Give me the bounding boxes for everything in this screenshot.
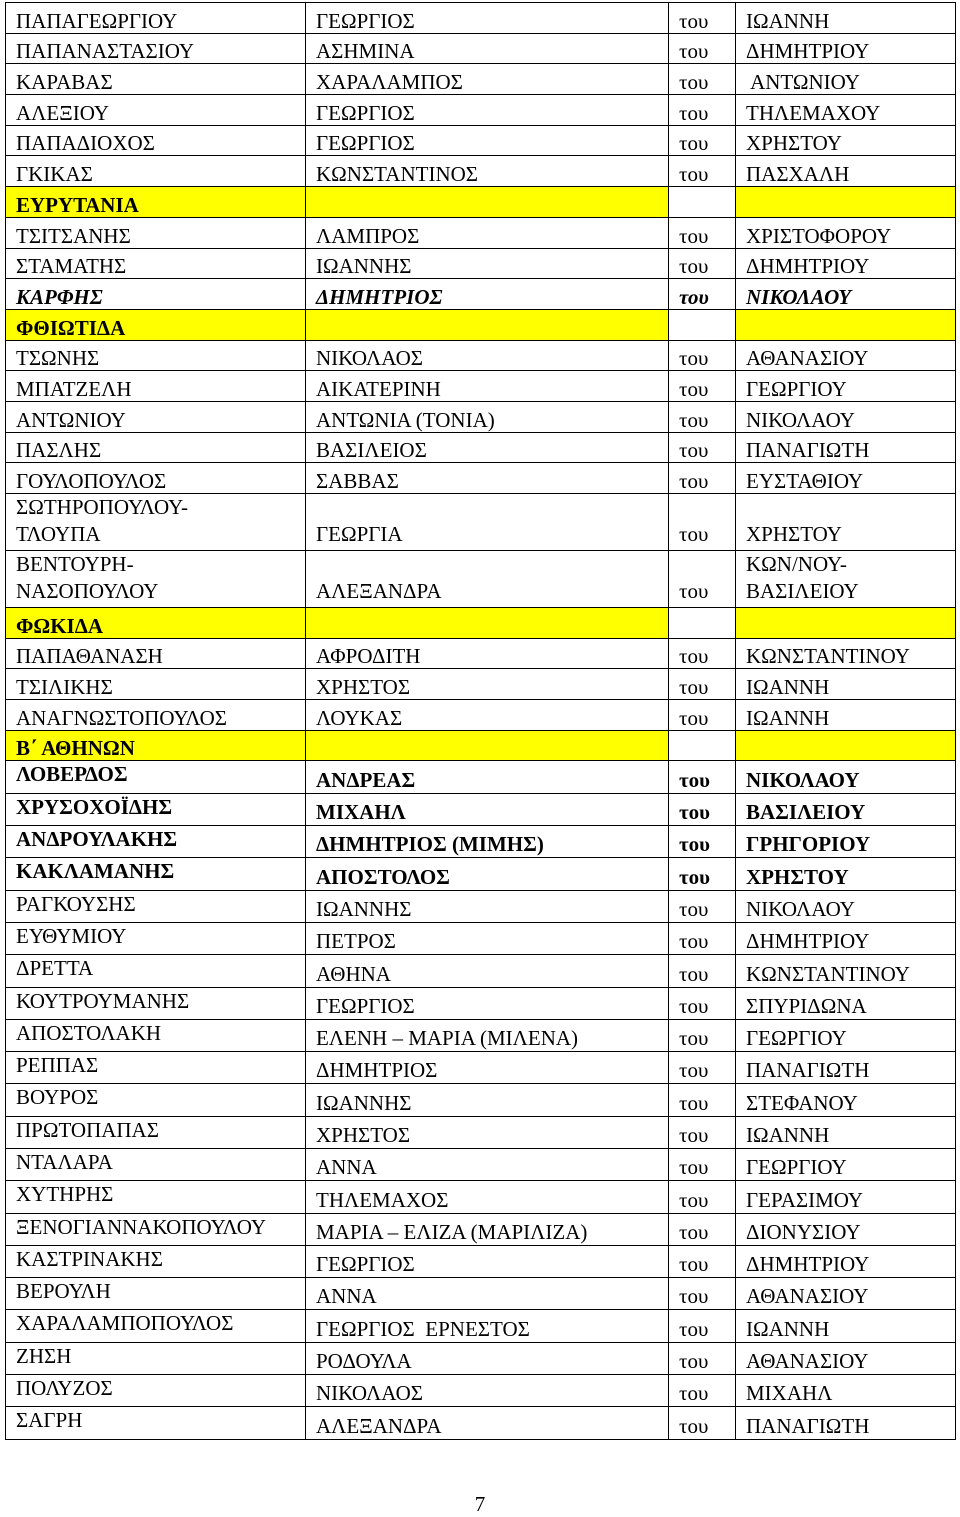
of-cell: του [669,638,736,669]
table-row [6,1052,956,1084]
table-row [6,551,956,608]
section-heading-fill [306,309,669,340]
of-cell: του [669,1278,736,1310]
name-cell: ΑΝΤΩΝΙΑ (ΤΟΝΙΑ) [306,401,669,432]
table-row [6,432,956,463]
name-cell: ΧΡΗΣΤΟΣ [306,669,669,700]
surname-cell: ΧΥΤΗΡΗΣ [6,1181,306,1213]
name-cell: ΔΗΜΗΤΡΙΟΣ (ΜΙΜΗΣ) [306,826,669,858]
father-cell: ΠΑΝΑΓΙΩΤΗ [736,432,956,463]
surname-cell: ΠΑΠΑΔΙΟΧΟΣ [6,125,306,156]
surname-cell: ΔΡΕΤΤΑ [6,955,306,987]
name-cell: ΑΝΔΡΕΑΣ [306,761,669,793]
table-row [6,1149,956,1181]
of-cell: του [669,826,736,858]
surname-cell: ΤΣΩΝΗΣ [6,340,306,371]
table-row [6,401,956,432]
name-cell: ΛΟΥΚΑΣ [306,700,669,731]
name-cell: ΓΕΩΡΓΙΟΣ [306,1245,669,1277]
father-cell: ΑΝΤΩΝΙΟΥ [736,64,956,95]
father-cell: ΑΘΑΝΑΣΙΟΥ [736,1278,956,1310]
of-cell: του [669,551,736,608]
table-row [6,1181,956,1213]
name-cell: ΑΠΟΣΤΟΛΟΣ [306,858,669,890]
table-row [6,33,956,64]
section-heading-fill [306,187,669,218]
surname-cell: ΕΥΘΥΜΙΟΥ [6,922,306,954]
name-cell: ΕΛΕΝΗ – ΜΑΡΙΑ (ΜΙΛΕΝΑ) [306,1019,669,1051]
section-heading-gap [669,608,736,639]
surname-cell: ΠΑΣΛΗΣ [6,432,306,463]
section-heading: ΦΩΚΙΔΑ [6,608,306,639]
father-cell: ΚΩΝ/ΝΟΥ-ΒΑΣΙΛΕΙΟΥ [736,551,956,608]
of-cell: του [669,95,736,126]
surname-cell: ΚΑΣΤΡΙΝΑΚΗΣ [6,1245,306,1277]
table-row [6,793,956,825]
surname-cell: ΠΑΠΑΘΑΝΑΣΗ [6,638,306,669]
of-cell: του [669,955,736,987]
of-cell: του [669,401,736,432]
name-cell: ΧΡΗΣΤΟΣ [306,1116,669,1148]
table-row [6,95,956,126]
surname-cell: ΑΝΤΩΝΙΟΥ [6,401,306,432]
name-cell: ΑΦΡΟΔΙΤΗ [306,638,669,669]
name-cell: ΑΛΕΞΑΝΔΡΑ [306,551,669,608]
table-row [6,3,956,34]
of-cell: του [669,890,736,922]
father-cell: ΙΩΑΝΝΗ [736,669,956,700]
father-cell: ΝΙΚΟΛΑΟΥ [736,401,956,432]
of-cell: του [669,340,736,371]
of-cell: του [669,432,736,463]
surname-cell: ΓΚΙΚΑΣ [6,156,306,187]
name-cell: ΤΗΛΕΜΑΧΟΣ [306,1181,669,1213]
father-cell: ΠΑΣΧΑΛΗ [736,156,956,187]
table-row [6,890,956,922]
name-cell: ΓΕΩΡΓΙΟΣ [306,95,669,126]
of-cell: του [669,279,736,310]
father-cell: ΠΑΝΑΓΙΩΤΗ [736,1052,956,1084]
table-row [6,340,956,371]
surname-cell: ΧΑΡΑΛΑΜΠΟΠΟΥΛΟΣ [6,1310,306,1342]
surname-cell: ΒΕΡΟΥΛΗ [6,1278,306,1310]
section-heading: ΕΥΡΥΤΑΝΙΑ [6,187,306,218]
section-heading: Β΄ ΑΘΗΝΩΝ [6,730,306,761]
of-cell: του [669,1342,736,1374]
father-cell: ΒΑΣΙΛΕΙΟΥ [736,793,956,825]
of-cell: του [669,922,736,954]
table-row [6,700,956,731]
section-heading-fill [306,730,669,761]
of-cell: του [669,1116,736,1148]
surname-cell: ΠΟΛΥΖΟΣ [6,1375,306,1407]
section-heading-gap [669,309,736,340]
father-cell: ΝΙΚΟΛΑΟΥ [736,890,956,922]
surname-cell: ΒΕΝΤΟΥΡΗ-ΝΑΣΟΠΟΥΛΟΥ [6,551,306,608]
section-heading-gap [669,730,736,761]
name-cell: ΛΑΜΠΡΟΣ [306,217,669,248]
name-cell: ΣΑΒΒΑΣ [306,463,669,494]
name-cell: ΔΗΜΗΤΡΙΟΣ [306,279,669,310]
of-cell: του [669,1084,736,1116]
surname-cell: ΒΟΥΡΟΣ [6,1084,306,1116]
name-cell: ΔΗΜΗΤΡΙΟΣ [306,1052,669,1084]
name-cell: ΡΟΔΟΥΛΑ [306,1342,669,1374]
father-cell: ΑΘΑΝΑΣΙΟΥ [736,1342,956,1374]
table-row [6,1116,956,1148]
of-cell: του [669,1310,736,1342]
name-cell: ΜΙΧΑΗΛ [306,793,669,825]
of-cell: του [669,1213,736,1245]
of-cell: του [669,987,736,1019]
of-cell: του [669,1052,736,1084]
name-cell: ΠΕΤΡΟΣ [306,922,669,954]
name-cell: ΧΑΡΑΛΑΜΠΟΣ [306,64,669,95]
name-cell: ΓΕΩΡΓΙΟΣ ΕΡΝΕΣΤΟΣ [306,1310,669,1342]
father-cell: ΧΡΙΣΤΟΦΟΡΟΥ [736,217,956,248]
name-cell: ΑΛΕΞΑΝΔΡΑ [306,1407,669,1439]
father-cell: ΓΕΩΡΓΙΟΥ [736,1149,956,1181]
of-cell: του [669,463,736,494]
father-cell: ΓΡΗΓΟΡΙΟΥ [736,826,956,858]
surname-cell: ΝΤΑΛΑΡΑ [6,1149,306,1181]
table-row [6,463,956,494]
of-cell: του [669,156,736,187]
surname-cell: ΓΟΥΛΟΠΟΥΛΟΣ [6,463,306,494]
table-row [6,371,956,402]
surname-cell: ΡΕΠΠΑΣ [6,1052,306,1084]
of-cell: του [669,371,736,402]
name-cell: ΑΣΗΜΙΝΑ [306,33,669,64]
father-cell: ΙΩΑΝΝΗ [736,1116,956,1148]
father-cell: ΧΡΗΣΤΟΥ [736,494,956,551]
section-heading-fill [736,730,956,761]
of-cell: του [669,125,736,156]
table-row [6,1407,956,1439]
name-cell: ΓΕΩΡΓΙΟΣ [306,125,669,156]
of-cell: του [669,858,736,890]
name-cell: ΑΘΗΝΑ [306,955,669,987]
of-cell: του [669,1407,736,1439]
table-row [6,1213,956,1245]
section-heading-fill [736,187,956,218]
father-cell: ΙΩΑΝΝΗ [736,700,956,731]
of-cell: του [669,494,736,551]
surname-cell: ΜΠΑΤΖΕΛΗ [6,371,306,402]
surname-cell: ΞΕΝΟΓΙΑΝΝΑΚΟΠΟΥΛΟΥ [6,1213,306,1245]
father-cell: ΣΤΕΦΑΝΟΥ [736,1084,956,1116]
section-heading-fill [736,608,956,639]
surname-cell: ΤΣΙΛΙΚΗΣ [6,669,306,700]
father-cell: ΙΩΑΝΝΗ [736,1310,956,1342]
name-cell: ΓΕΩΡΓΙΟΣ [306,3,669,34]
name-cell: ΙΩΑΝΝΗΣ [306,890,669,922]
father-cell: ΔΙΟΝΥΣΙΟΥ [736,1213,956,1245]
surname-cell: ΧΡΥΣΟΧΟΪΔΗΣ [6,793,306,825]
surname-cell: ΣΑΓΡΗ [6,1407,306,1439]
of-cell: του [669,1245,736,1277]
surname-cell: ΚΑΡΑΒΑΣ [6,64,306,95]
section-heading-fill [306,608,669,639]
of-cell: του [669,761,736,793]
father-cell: ΔΗΜΗΤΡΙΟΥ [736,1245,956,1277]
surname-cell: ΚΑΡΦΗΣ [6,279,306,310]
surname-cell: ΚΑΚΛΑΜΑΝΗΣ [6,858,306,890]
surname-cell: ΣΩΤΗΡΟΠΟΥΛΟΥ-ΤΛΟΥΠΑ [6,494,306,551]
section-heading-row [6,730,956,761]
table-row [6,858,956,890]
father-cell: ΕΥΣΤΑΘΙΟΥ [736,463,956,494]
name-cell: ΙΩΑΝΝΗΣ [306,1084,669,1116]
page-number: 7 [474,1492,486,1516]
surname-cell: ΑΠΟΣΤΟΛΑΚΗ [6,1019,306,1051]
section-heading-row [6,608,956,639]
table-row [6,1375,956,1407]
table-row [6,826,956,858]
name-cell: ΑΝΝΑ [306,1278,669,1310]
table-row [6,279,956,310]
of-cell: του [669,33,736,64]
section-heading-gap [669,187,736,218]
father-cell: ΠΑΝΑΓΙΩΤΗ [736,1407,956,1439]
of-cell: του [669,64,736,95]
father-cell: ΝΙΚΟΛΑΟΥ [736,761,956,793]
name-cell: ΑΙΚΑΤΕΡΙΝΗ [306,371,669,402]
surname-cell: ΤΣΙΤΣΑΝΗΣ [6,217,306,248]
surname-cell: ΑΛΕΞΙΟΥ [6,95,306,126]
of-cell: του [669,1149,736,1181]
name-cell: ΝΙΚΟΛΑΟΣ [306,340,669,371]
table-row [6,156,956,187]
of-cell: του [669,3,736,34]
father-cell: ΝΙΚΟΛΑΟΥ [736,279,956,310]
table-row [6,125,956,156]
table-row [6,1310,956,1342]
surname-cell: ΑΝΑΓΝΩΣΤΟΠΟΥΛΟΣ [6,700,306,731]
surname-cell: ΠΑΠΑΝΑΣΤΑΣΙΟΥ [6,33,306,64]
table-row [6,248,956,279]
of-cell: του [669,1181,736,1213]
surname-cell: ΡΑΓΚΟΥΣΗΣ [6,890,306,922]
father-cell: ΔΗΜΗΤΡΙΟΥ [736,922,956,954]
table-row [6,669,956,700]
name-cell: ΙΩΑΝΝΗΣ [306,248,669,279]
name-cell: ΓΕΩΡΓΙΟΣ [306,987,669,1019]
father-cell: ΓΕΡΑΣΙΜΟΥ [736,1181,956,1213]
surname-cell: ΠΑΠΑΓΕΩΡΓΙΟΥ [6,3,306,34]
table-row [6,638,956,669]
father-cell: ΓΕΩΡΓΙΟΥ [736,1019,956,1051]
table-row [6,494,956,551]
name-cell: ΒΑΣΙΛΕΙΟΣ [306,432,669,463]
of-cell: του [669,1019,736,1051]
father-cell: ΤΗΛΕΜΑΧΟΥ [736,95,956,126]
of-cell: του [669,700,736,731]
father-cell: ΔΗΜΗΤΡΙΟΥ [736,248,956,279]
father-cell: ΙΩΑΝΝΗ [736,3,956,34]
table-row [6,761,956,793]
name-cell: ΜΑΡΙΑ – ΕΛΙΖΑ (ΜΑΡΙΛΙΖΑ) [306,1213,669,1245]
father-cell: ΣΠΥΡΙΔΩΝΑ [736,987,956,1019]
surname-cell: ΣΤΑΜΑΤΗΣ [6,248,306,279]
table-row [6,1084,956,1116]
father-cell: ΚΩΝΣΤΑΝΤΙΝΟΥ [736,955,956,987]
surname-cell: ΠΡΩΤΟΠΑΠΑΣ [6,1116,306,1148]
of-cell: του [669,1375,736,1407]
section-heading-row [6,187,956,218]
father-cell: ΓΕΩΡΓΙΟΥ [736,371,956,402]
candidates-table [5,2,956,1440]
surname-cell: ΛΟΒΕΡΔΟΣ [6,761,306,793]
surname-cell: ΑΝΔΡΟΥΛΑΚΗΣ [6,826,306,858]
of-cell: του [669,793,736,825]
section-heading-fill [736,309,956,340]
table-row [6,955,956,987]
table-row [6,64,956,95]
table-row [6,987,956,1019]
name-cell: ΓΕΩΡΓΙΑ [306,494,669,551]
of-cell: του [669,217,736,248]
surname-cell: ΚΟΥΤΡΟΥΜΑΝΗΣ [6,987,306,1019]
of-cell: του [669,248,736,279]
table-row [6,1019,956,1051]
name-cell: ΑΝΝΑ [306,1149,669,1181]
father-cell: ΔΗΜΗΤΡΙΟΥ [736,33,956,64]
table-row [6,1342,956,1374]
father-cell: ΚΩΝΣΤΑΝΤΙΝΟΥ [736,638,956,669]
father-cell: ΜΙΧΑΗΛ [736,1375,956,1407]
table-row [6,1245,956,1277]
table-row [6,217,956,248]
section-heading-row [6,309,956,340]
father-cell: ΑΘΑΝΑΣΙΟΥ [736,340,956,371]
section-heading: ΦΘΙΩΤΙΔΑ [6,309,306,340]
father-cell: ΧΡΗΣΤΟΥ [736,858,956,890]
father-cell: ΧΡΗΣΤΟΥ [736,125,956,156]
surname-cell: ΖΗΣΗ [6,1342,306,1374]
of-cell: του [669,669,736,700]
table-row [6,922,956,954]
name-cell: ΚΩΝΣΤΑΝΤΙΝΟΣ [306,156,669,187]
name-cell: ΝΙΚΟΛΑΟΣ [306,1375,669,1407]
table-row [6,1278,956,1310]
